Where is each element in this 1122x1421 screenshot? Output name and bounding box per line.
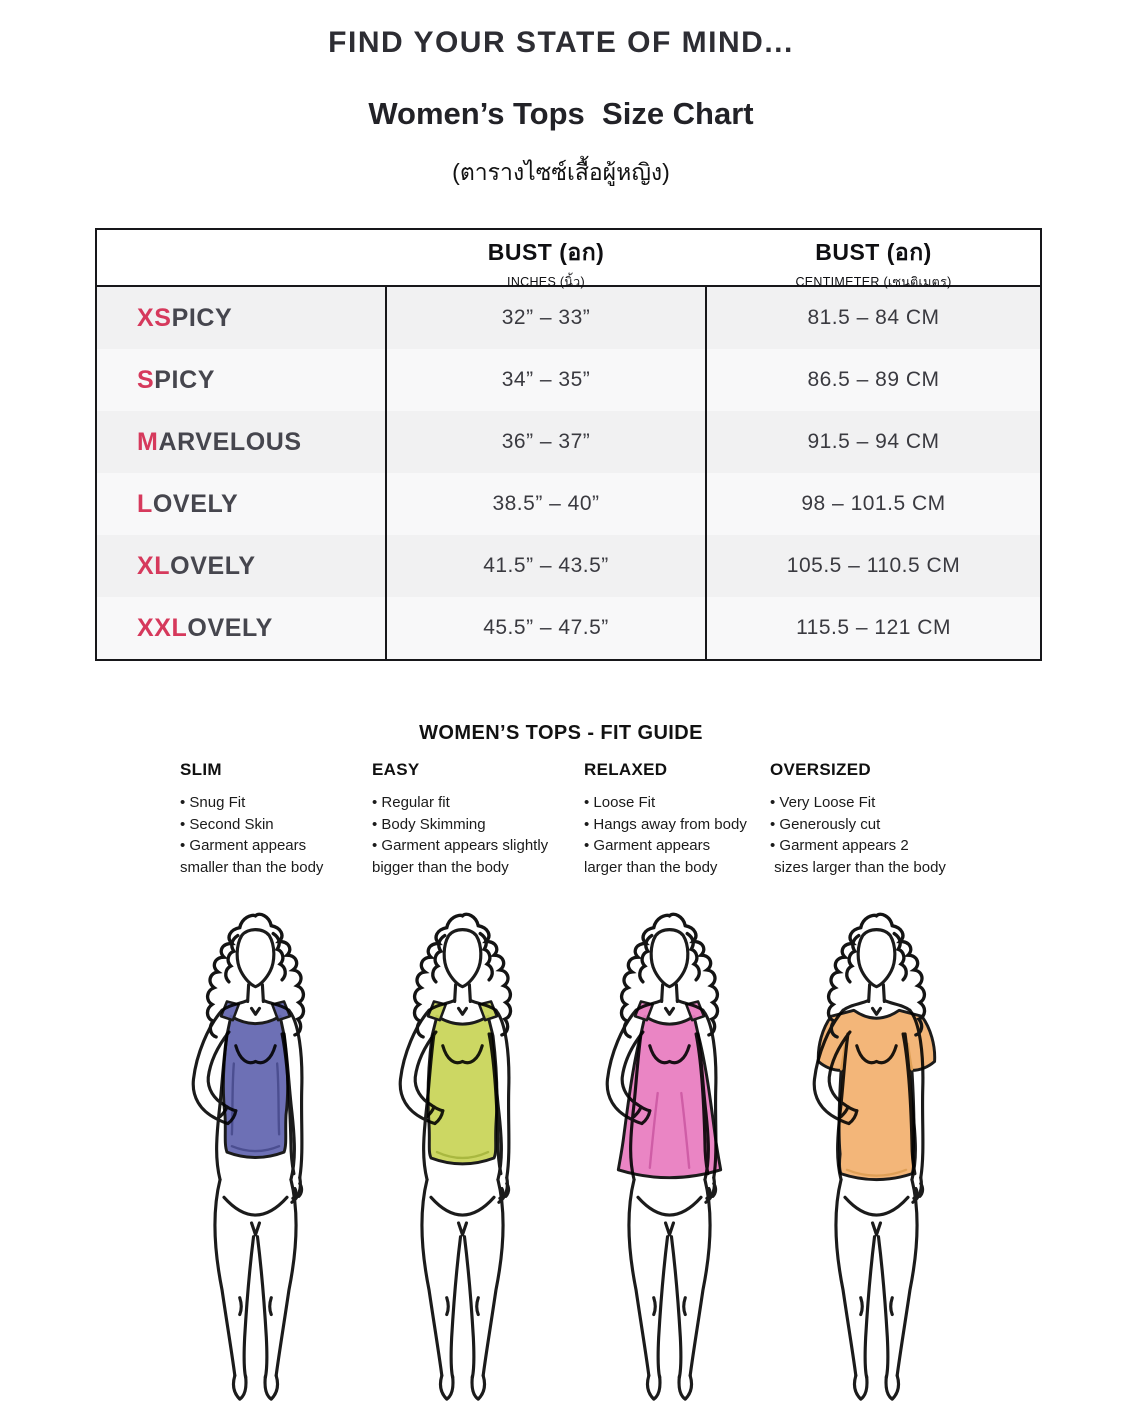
page-subtitle: Women’s Tops Size Chart: [368, 96, 754, 131]
fit-description-line: larger than the body: [584, 858, 718, 876]
woman-figure-relaxed: [566, 906, 773, 1408]
easy-top-garment: [428, 1001, 497, 1163]
size-table-row-xspicy: [97, 287, 1040, 349]
size-name: [97, 535, 385, 597]
size-table: [95, 228, 1042, 661]
size-name: [97, 349, 385, 411]
slim-top-garment: [221, 1001, 290, 1157]
size-name: [97, 597, 385, 659]
woman-figure-oversized: [773, 906, 980, 1408]
curly-hair: [207, 914, 303, 1037]
fit-description-line: • Garment appears: [180, 837, 307, 854]
fit-name: EASY: [372, 760, 420, 779]
size-table-row-marvelous: [97, 411, 1040, 473]
page-title: FIND YOUR STATE OF MIND...: [328, 26, 794, 59]
fit-name: RELAXED: [584, 760, 668, 779]
fit-guide-title: WOMEN’S TOPS - FIT GUIDE: [419, 722, 703, 744]
size-name-rest: PICY: [154, 365, 216, 394]
fit-description-line: • Loose Fit: [584, 794, 656, 811]
fit-figure-oversized: [773, 906, 980, 1408]
fit-description-line: • Generously cut: [770, 815, 881, 833]
fit-name: OVERSIZED: [770, 760, 871, 779]
bust-inches-value: 34” – 35”: [385, 349, 707, 411]
size-name: [97, 287, 385, 349]
bust-cm-value: 91.5 – 94 CM: [807, 430, 940, 453]
relaxed-top-garment: [618, 1001, 720, 1177]
fit-description-line: • Snug Fit: [180, 794, 246, 811]
curly-hair: [414, 914, 510, 1037]
bust-cm-value: 98 – 101.5 CM: [801, 492, 946, 515]
size-name-rest: PICY: [171, 303, 233, 332]
size-table-body: [97, 287, 1040, 659]
bust-inches-value: 38.5” – 40”: [385, 473, 707, 535]
size-name-rest: OVELY: [187, 613, 273, 642]
fit-description-line: • Regular fit: [372, 794, 450, 811]
fit-description-line: smaller than the body: [180, 858, 324, 876]
fit-column-easy: [372, 760, 584, 878]
fit-description-line: • Garment appears slightly: [372, 837, 549, 854]
size-table-row-lovely: [97, 473, 1040, 535]
woman-figure-slim: [152, 906, 359, 1408]
size-name-accent: XXL: [137, 613, 188, 642]
fit-figure-slim: [152, 906, 359, 1408]
fit-description-line: • Body Skimming: [372, 815, 486, 833]
fit-figure-relaxed: [566, 906, 773, 1408]
size-name-rest: ARVELOUS: [158, 427, 302, 456]
fit-guide-figures: [152, 906, 980, 1408]
size-name-accent: M: [137, 427, 159, 456]
fit-guide-columns: [180, 760, 980, 878]
page-subtitle-thai: (ตารางไซซ์เสื้อผู้หญิง): [452, 159, 670, 185]
fit-description-line: • Second Skin: [180, 815, 274, 833]
size-table-header-row: [97, 230, 1040, 287]
size-table-header-inches: [385, 230, 707, 289]
woman-figure-easy: [359, 906, 566, 1408]
bust-cm-value: 105.5 – 110.5 CM: [786, 554, 961, 577]
fit-name: SLIM: [180, 760, 222, 779]
bust-inches-value: 45.5” – 47.5”: [385, 597, 707, 659]
fit-description-line: bigger than the body: [372, 858, 509, 876]
bust-cm-header: BUST (อก): [815, 239, 932, 265]
fit-column-relaxed: [584, 760, 770, 878]
fit-figure-easy: [359, 906, 566, 1408]
size-name-accent: S: [137, 365, 155, 394]
bust-inches-value: 36” – 37”: [385, 411, 707, 473]
bust-inches-subheader: INCHES (นิ้ว): [507, 275, 585, 289]
fit-description-line: • Garment appears: [584, 837, 711, 854]
fit-description-line: • Very Loose Fit: [770, 794, 876, 811]
size-name-accent: XS: [137, 303, 172, 332]
fit-description-line: • Hangs away from body: [584, 815, 747, 833]
size-name-accent: XL: [137, 551, 171, 580]
bust-inches-value: 41.5” – 43.5”: [385, 535, 707, 597]
size-table-row-xlovely: [97, 535, 1040, 597]
size-table-header-empty: [97, 230, 385, 285]
size-name: [97, 473, 385, 535]
size-name-accent: L: [137, 489, 153, 518]
size-name-rest: OVELY: [170, 551, 256, 580]
bust-inches-header: BUST (อก): [487, 239, 605, 265]
fit-description-line: sizes larger than the body: [770, 858, 946, 876]
size-table-header-cm: [707, 230, 1040, 289]
bust-cm-value: 115.5 – 121 CM: [796, 616, 951, 639]
size-table-row-spicy: [97, 349, 1040, 411]
size-table-row-xxlovely: [97, 597, 1040, 659]
curly-hair: [621, 914, 717, 1037]
bust-cm-value: 81.5 – 84 CM: [807, 306, 940, 329]
size-name: [97, 411, 385, 473]
size-name-rest: OVELY: [152, 489, 239, 518]
fit-column-slim: [180, 760, 372, 878]
fit-description-line: • Garment appears 2: [770, 837, 909, 854]
bust-cm-subheader: CENTIMETER (เซนติเมตร): [795, 275, 952, 289]
fit-column-oversized: [770, 760, 980, 878]
bust-inches-value: 32” – 33”: [385, 287, 707, 349]
bust-cm-value: 86.5 – 89 CM: [807, 368, 940, 391]
